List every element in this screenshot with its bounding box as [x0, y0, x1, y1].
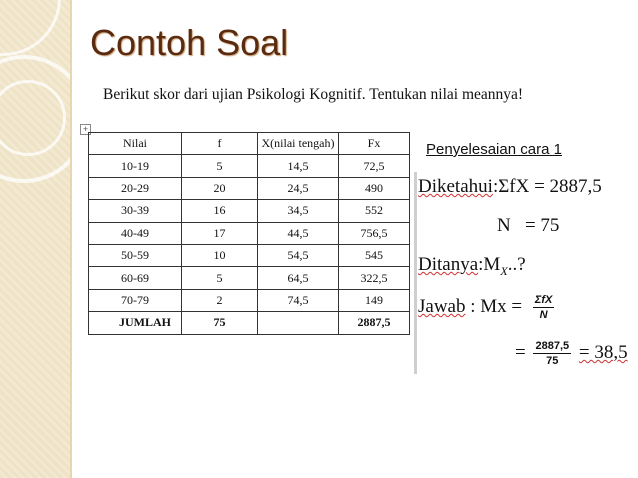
cell-fx: 149: [339, 289, 410, 311]
table-row: [89, 177, 410, 199]
cell-nilai: 10-19: [89, 155, 182, 177]
cell-fx: 72,5: [339, 155, 410, 177]
cell-f: 17: [182, 222, 258, 244]
cell-nilai: 40-49: [89, 222, 182, 244]
cell-x: 54,5: [258, 244, 339, 266]
diketahui-line: [418, 176, 602, 198]
jawab-label: Jawab: [418, 295, 466, 317]
table-row: [89, 267, 410, 289]
solution-heading: Penyelesaian cara 1: [426, 141, 562, 158]
diketahui-label: Diketahui: [418, 176, 493, 197]
jawab-expr: : Mx =: [470, 295, 523, 317]
table-row: [89, 155, 410, 177]
result-line: [515, 340, 628, 367]
jawab-line: [418, 294, 554, 321]
table-row: [89, 200, 410, 222]
result-numerator: 2887,5: [535, 340, 570, 352]
cell-total-x: [258, 312, 339, 334]
cell-x: 74,5: [258, 289, 339, 311]
cell-f: 10: [182, 244, 258, 266]
slide-title: Contoh Soal: [90, 22, 289, 63]
cell-f: 20: [182, 177, 258, 199]
table-row: [89, 244, 410, 266]
decorative-side-strip: [0, 0, 70, 478]
cell-total-fx: 2887,5: [339, 312, 410, 334]
cell-total-label: JUMLAH: [89, 312, 182, 334]
cell-x: 64,5: [258, 267, 339, 289]
decorative-ring: [0, 0, 61, 56]
cell-f: 2: [182, 289, 258, 311]
result-denominator: 75: [546, 355, 559, 367]
cell-nilai: 20-29: [89, 177, 182, 199]
cell-nilai: 70-79: [89, 289, 182, 311]
result-fraction: [533, 340, 571, 367]
ditanya-label: Ditanya: [418, 254, 479, 275]
cell-x: 44,5: [258, 222, 339, 244]
cell-nilai: 50-59: [89, 244, 182, 266]
mean-formula: [533, 294, 555, 321]
cell-fx: 545: [339, 244, 410, 266]
col-header-fx: Fx: [339, 133, 410, 155]
table-row: [89, 222, 410, 244]
frequency-table: [88, 132, 410, 335]
cell-fx: 552: [339, 200, 410, 222]
table-row: [89, 289, 410, 311]
ditanya-expr: :M: [478, 254, 501, 275]
diketahui-expr: :ΣfX = 2887,5: [492, 176, 602, 197]
cell-x: 34,5: [258, 200, 339, 222]
cell-f: 5: [182, 267, 258, 289]
col-header-x: X(nilai tengah): [258, 133, 339, 155]
side-divider: [70, 0, 72, 478]
cell-nilai: 30-39: [89, 200, 182, 222]
result-value: = 38,5: [578, 341, 628, 363]
cell-fx: 490: [339, 177, 410, 199]
solution-image-edge: [414, 172, 417, 374]
cell-x: 14,5: [258, 155, 339, 177]
table-move-handle-icon[interactable]: +: [80, 124, 91, 135]
ditanya-line: [418, 254, 526, 279]
slide-subtitle: Berikut skor dari ujian Psikologi Kognitif. Tentukan nilai meannya!: [103, 86, 524, 103]
cell-f: 16: [182, 200, 258, 222]
col-header-nilai: Nilai: [89, 133, 182, 155]
cell-fx: 322,5: [339, 267, 410, 289]
ditanya-end: ..?: [507, 254, 526, 275]
formula-numerator: ΣfX: [534, 294, 553, 306]
cell-total-f: 75: [182, 312, 258, 334]
n-line: N = 75: [497, 215, 560, 236]
cell-x: 24,5: [258, 177, 339, 199]
result-eq: =: [515, 341, 526, 363]
ditanya-sub: X: [500, 263, 508, 278]
cell-f: 5: [182, 155, 258, 177]
cell-fx: 756,5: [339, 222, 410, 244]
col-header-f: f: [182, 133, 258, 155]
table-total-row: [89, 312, 410, 334]
cell-nilai: 60-69: [89, 267, 182, 289]
formula-denominator: N: [539, 309, 548, 321]
table-header-row: [89, 133, 410, 155]
